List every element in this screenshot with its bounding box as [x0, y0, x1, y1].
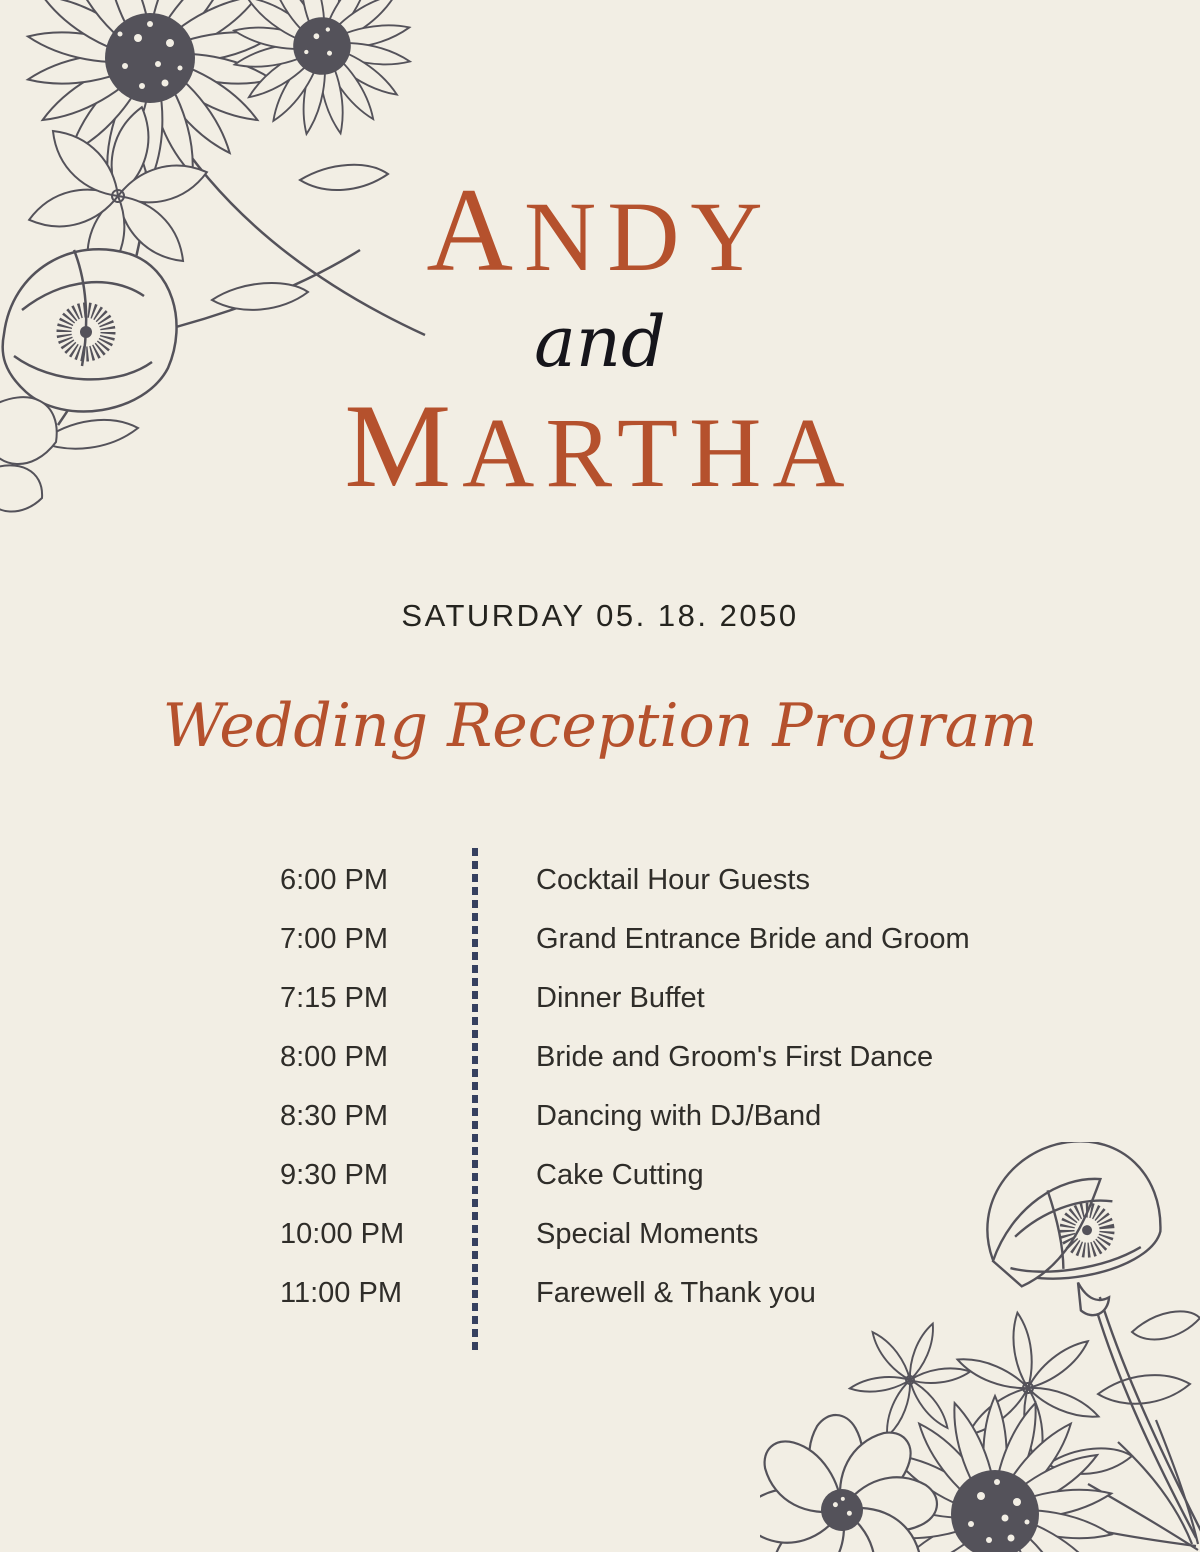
time-cell: 7:15 PM — [280, 982, 388, 1015]
event-cell: Cake Cutting — [536, 1159, 704, 1192]
schedule-list — [280, 862, 1020, 1311]
event-cell: Dancing with DJ/Band — [536, 1100, 822, 1133]
schedule-row — [280, 1098, 1020, 1134]
event-cell: Bride and Groom's First Dance — [536, 1041, 934, 1074]
event-cell: Cocktail Hour Guests — [536, 864, 810, 897]
schedule-row — [280, 1216, 1020, 1252]
time-cell: 8:00 PM — [280, 1041, 388, 1074]
time-cell: 7:00 PM — [280, 923, 388, 956]
schedule-row — [280, 980, 1020, 1016]
conjunction-text: and — [534, 300, 666, 383]
time-cell: 9:30 PM — [280, 1159, 388, 1192]
event-cell: Dinner Buffet — [536, 982, 705, 1015]
time-cell: 8:30 PM — [280, 1100, 388, 1133]
event-cell: Special Moments — [536, 1218, 759, 1251]
name-bottom: MARTHA — [344, 378, 856, 512]
time-cell: 10:00 PM — [280, 1218, 405, 1251]
time-cell: 11:00 PM — [280, 1277, 402, 1310]
schedule-row — [280, 1039, 1020, 1075]
program-title: Wedding Reception Program — [162, 691, 1038, 762]
schedule-row — [280, 921, 1020, 957]
event-cell: Grand Entrance Bride and Groom — [536, 923, 970, 956]
dashed-divider — [472, 848, 478, 1353]
schedule-row — [280, 1157, 1020, 1193]
time-cell: 6:00 PM — [280, 864, 388, 897]
date-line: SATURDAY 05. 18. 2050 — [401, 598, 799, 634]
schedule-row — [280, 862, 1020, 898]
schedule-row — [280, 1275, 1020, 1311]
name-top: ANDY — [426, 163, 774, 296]
event-cell: Farewell & Thank you — [536, 1277, 816, 1310]
